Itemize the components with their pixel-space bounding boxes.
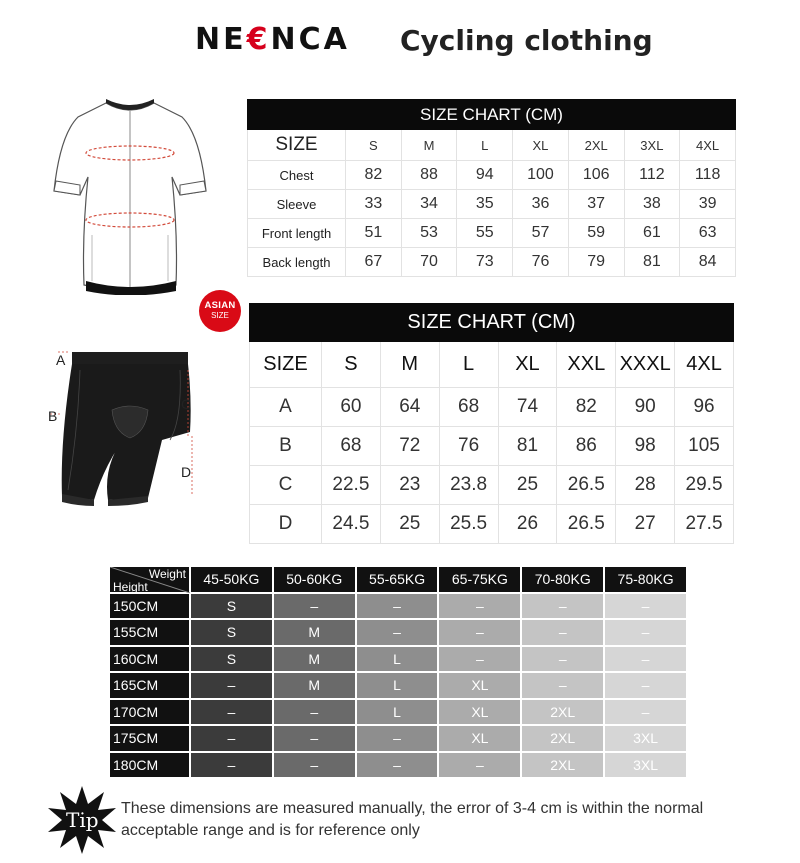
asian-size-badge — [199, 290, 241, 332]
table-cell: 2XL — [521, 699, 604, 726]
measure-letter-d: D — [181, 464, 192, 480]
table-cell: 34 — [401, 190, 457, 219]
table-cell: XL — [438, 672, 521, 699]
badge-line2: SIZE — [211, 311, 229, 320]
jersey-size-header: XL — [513, 130, 569, 161]
table-cell: 38 — [624, 190, 680, 219]
table-cell: 3XL — [604, 725, 687, 752]
height-label: 175CM — [110, 725, 190, 752]
table-cell: – — [273, 593, 356, 620]
table-cell: 53 — [401, 219, 457, 248]
shorts-size-header: XXXL — [616, 342, 675, 388]
table-cell: 70 — [401, 248, 457, 277]
table-cell: 25 — [380, 505, 439, 544]
table-cell: 57 — [513, 219, 569, 248]
table-cell: 84 — [680, 248, 736, 277]
table-cell: 26 — [498, 505, 557, 544]
table-cell: – — [356, 752, 439, 779]
measure-letter-a: A — [56, 352, 66, 368]
table-row — [248, 161, 736, 190]
page-title: Cycling clothing — [400, 24, 653, 57]
weight-header: 50-60KG — [273, 567, 356, 593]
table-cell: 96 — [675, 388, 734, 427]
table-cell: – — [273, 725, 356, 752]
weight-height-chart — [110, 567, 688, 779]
table-cell: – — [356, 619, 439, 646]
jersey-size-header: 3XL — [624, 130, 680, 161]
weight-header: 75-80KG — [604, 567, 687, 593]
jersey-size-label: SIZE — [248, 130, 346, 161]
table-cell: 82 — [346, 161, 402, 190]
measure-letter-c: C — [181, 396, 192, 412]
table-cell: 76 — [439, 427, 498, 466]
table-cell: 27 — [616, 505, 675, 544]
table-cell: 55 — [457, 219, 513, 248]
brand-mark: € — [246, 22, 271, 57]
table-cell: – — [438, 752, 521, 779]
table-cell: – — [604, 593, 687, 620]
table-cell: 25 — [498, 466, 557, 505]
table-row — [110, 672, 687, 699]
jersey-chart-title: SIZE CHART (CM) — [248, 100, 736, 130]
table-cell: – — [190, 752, 273, 779]
table-cell: 2XL — [521, 725, 604, 752]
shorts-illustration — [50, 340, 220, 540]
table-cell: L — [356, 699, 439, 726]
table-cell: – — [438, 619, 521, 646]
table-cell: – — [604, 699, 687, 726]
table-cell: – — [604, 619, 687, 646]
table-cell: S — [190, 619, 273, 646]
row-label: Back length — [248, 248, 346, 277]
corner-cell — [110, 567, 190, 593]
height-label: 170CM — [110, 699, 190, 726]
table-cell: 23.8 — [439, 466, 498, 505]
brand-left: NE — [195, 22, 247, 57]
table-cell: 68 — [439, 388, 498, 427]
table-cell: M — [273, 619, 356, 646]
height-label: 165CM — [110, 672, 190, 699]
table-cell: 33 — [346, 190, 402, 219]
table-cell: M — [273, 672, 356, 699]
table-row — [248, 248, 736, 277]
table-cell: 23 — [380, 466, 439, 505]
table-cell: 35 — [457, 190, 513, 219]
shorts-size-header: M — [380, 342, 439, 388]
table-cell: 27.5 — [675, 505, 734, 544]
height-label: 180CM — [110, 752, 190, 779]
shorts-size-label: SIZE — [250, 342, 322, 388]
table-row — [248, 219, 736, 248]
table-cell: XL — [438, 699, 521, 726]
height-label: 155CM — [110, 619, 190, 646]
table-cell: 79 — [568, 248, 624, 277]
table-cell: 90 — [616, 388, 675, 427]
row-label: D — [250, 505, 322, 544]
table-cell: 86 — [557, 427, 616, 466]
table-cell: 3XL — [604, 752, 687, 779]
table-cell: 73 — [457, 248, 513, 277]
table-cell: 63 — [680, 219, 736, 248]
table-cell: – — [521, 646, 604, 673]
table-cell: 88 — [401, 161, 457, 190]
tip-text: These dimensions are measured manually, the error of 3-4 cm is within the normal acceptable range and is for reference only — [121, 800, 704, 839]
shorts-size-header: XL — [498, 342, 557, 388]
table-cell: – — [356, 725, 439, 752]
table-cell: 67 — [346, 248, 402, 277]
table-cell: 37 — [568, 190, 624, 219]
table-cell: – — [190, 699, 273, 726]
jersey-size-header: M — [401, 130, 457, 161]
table-cell: – — [604, 646, 687, 673]
table-cell: 59 — [568, 219, 624, 248]
table-cell: – — [190, 725, 273, 752]
table-cell: 82 — [557, 388, 616, 427]
table-cell: 81 — [624, 248, 680, 277]
jersey-size-header: 2XL — [568, 130, 624, 161]
weight-header: 70-80KG — [521, 567, 604, 593]
table-cell: 74 — [498, 388, 557, 427]
table-cell: 100 — [513, 161, 569, 190]
corner-height-label: Height — [113, 580, 148, 594]
table-cell: 36 — [513, 190, 569, 219]
table-cell: – — [190, 672, 273, 699]
table-cell: – — [521, 593, 604, 620]
row-label: B — [250, 427, 322, 466]
table-cell: 2XL — [521, 752, 604, 779]
table-row — [250, 427, 734, 466]
table-cell: – — [521, 672, 604, 699]
table-cell: 28 — [616, 466, 675, 505]
table-row — [248, 190, 736, 219]
table-cell: 22.5 — [322, 466, 381, 505]
shorts-size-header: 4XL — [675, 342, 734, 388]
table-row — [110, 619, 687, 646]
table-cell: – — [521, 619, 604, 646]
row-label: A — [250, 388, 322, 427]
brand-logo — [195, 22, 350, 57]
badge-line1: ASIAN — [204, 300, 236, 311]
table-cell: M — [273, 646, 356, 673]
height-label: 150CM — [110, 593, 190, 620]
row-label: C — [250, 466, 322, 505]
tip-label: Tip — [66, 808, 99, 832]
table-row — [110, 699, 687, 726]
table-cell: 76 — [513, 248, 569, 277]
table-row — [110, 646, 687, 673]
height-label: 160CM — [110, 646, 190, 673]
row-label: Front length — [248, 219, 346, 248]
row-label: Chest — [248, 161, 346, 190]
table-cell: 94 — [457, 161, 513, 190]
table-cell: – — [604, 672, 687, 699]
table-row — [110, 725, 687, 752]
shorts-size-header: L — [439, 342, 498, 388]
table-cell: 81 — [498, 427, 557, 466]
table-cell: 26.5 — [557, 466, 616, 505]
row-label: Sleeve — [248, 190, 346, 219]
table-row — [110, 593, 687, 620]
shorts-size-header: XXL — [557, 342, 616, 388]
table-row — [250, 505, 734, 544]
table-cell: S — [190, 593, 273, 620]
jersey-size-header: 4XL — [680, 130, 736, 161]
table-cell: 72 — [380, 427, 439, 466]
table-cell: 68 — [322, 427, 381, 466]
table-cell: 112 — [624, 161, 680, 190]
table-cell: 61 — [624, 219, 680, 248]
measure-letter-b: B — [48, 408, 58, 424]
corner-weight-label: Weight — [148, 567, 186, 581]
table-cell: 24.5 — [322, 505, 381, 544]
table-cell: – — [273, 699, 356, 726]
table-cell: 29.5 — [675, 466, 734, 505]
weight-header: 45-50KG — [190, 567, 273, 593]
table-row — [250, 466, 734, 505]
table-cell: – — [273, 752, 356, 779]
shorts-size-chart — [249, 303, 734, 544]
table-cell: 26.5 — [557, 505, 616, 544]
table-cell: 39 — [680, 190, 736, 219]
table-cell: 105 — [675, 427, 734, 466]
table-cell: 64 — [380, 388, 439, 427]
table-cell: – — [356, 593, 439, 620]
table-row — [250, 388, 734, 427]
jersey-size-header: S — [346, 130, 402, 161]
table-cell: – — [438, 593, 521, 620]
weight-header: 65-75KG — [438, 567, 521, 593]
table-cell: 106 — [568, 161, 624, 190]
table-cell: S — [190, 646, 273, 673]
table-cell: 25.5 — [439, 505, 498, 544]
jersey-illustration — [50, 95, 210, 295]
table-cell: – — [438, 646, 521, 673]
table-cell: XL — [438, 725, 521, 752]
table-cell: L — [356, 672, 439, 699]
brand-right: NCA — [270, 22, 350, 57]
table-cell: 118 — [680, 161, 736, 190]
table-row — [110, 752, 687, 779]
jersey-size-chart — [247, 99, 736, 277]
weight-header: 55-65KG — [356, 567, 439, 593]
jersey-size-header: L — [457, 130, 513, 161]
table-cell: 60 — [322, 388, 381, 427]
table-cell: 51 — [346, 219, 402, 248]
table-cell: L — [356, 646, 439, 673]
shorts-size-header: S — [322, 342, 381, 388]
table-cell: 98 — [616, 427, 675, 466]
shorts-chart-title: SIZE CHART (CM) — [250, 304, 734, 342]
